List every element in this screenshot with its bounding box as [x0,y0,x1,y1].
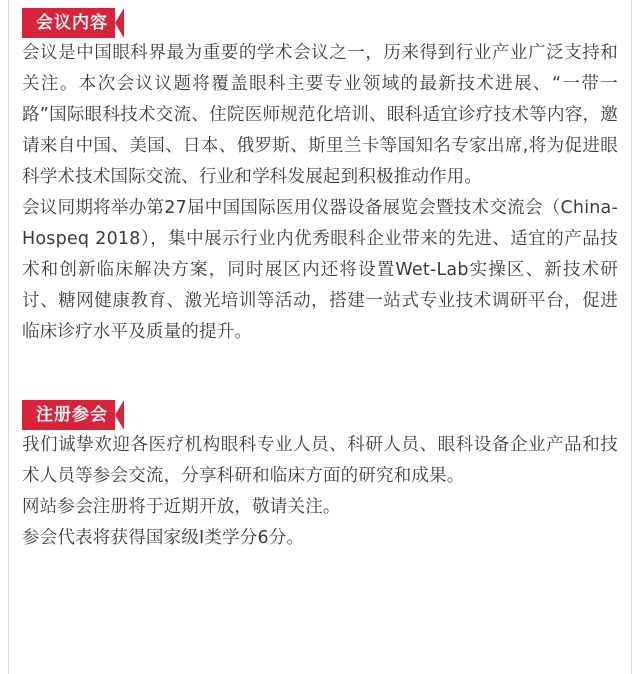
section-meeting-content [0,38,640,348]
section-heading-meeting-content [0,0,640,38]
banner-label: 会议内容 [36,13,108,33]
paragraph: 会议是中国眼科界最为重要的学术会议之一，历来得到行业产业广泛支持和关注。本次会议议题将覆盖眼科主要专业领域的最新技术进展、“一带一路”国际眼科技术交流、住院医师规范化培训、眼科适宜诊疗技术等内容，邀请来自中国、美国、日本、俄罗斯、斯里兰卡等国知名专家出席,将为促进眼科学术技术国际交流、行业和学科发展起到积极推动作用。 [22,43,618,187]
paragraph: 我们诚挚欢迎各医疗机构眼科专业人员、科研人员、眼科设备企业产品和技术人员等参会交流，分享科研和临床方面的研究和成果。 [22,435,618,486]
section-body-meeting-content [22,38,618,348]
paragraph: 参会代表将获得国家级Ⅰ类学分6分。 [22,528,305,548]
paragraph: 会议同期将举办第27届中国国际医用仪器设备展览会暨技术交流会（China-Hospeq 2018），集中展示行业内优秀眼科企业带来的先进、适宜的产品技术和创新临床解决方案，同时展区内还将设置Wet-Lab实操区、新技术研讨、糖网健康教育、激光培训等活动，搭建一站式专业技术调研平台，促进临床诊疗水平及质量的提升。 [22,198,618,342]
banner-label: 注册参会 [36,405,108,425]
section-gap [0,348,640,392]
section-registration [0,430,640,554]
banner-ribbon [22,8,124,38]
section-heading-registration [0,392,640,430]
banner-ribbon [22,400,124,430]
section-body-registration [22,430,618,554]
paragraph: 网站参会注册将于近期开放，敬请关注。 [22,497,341,517]
